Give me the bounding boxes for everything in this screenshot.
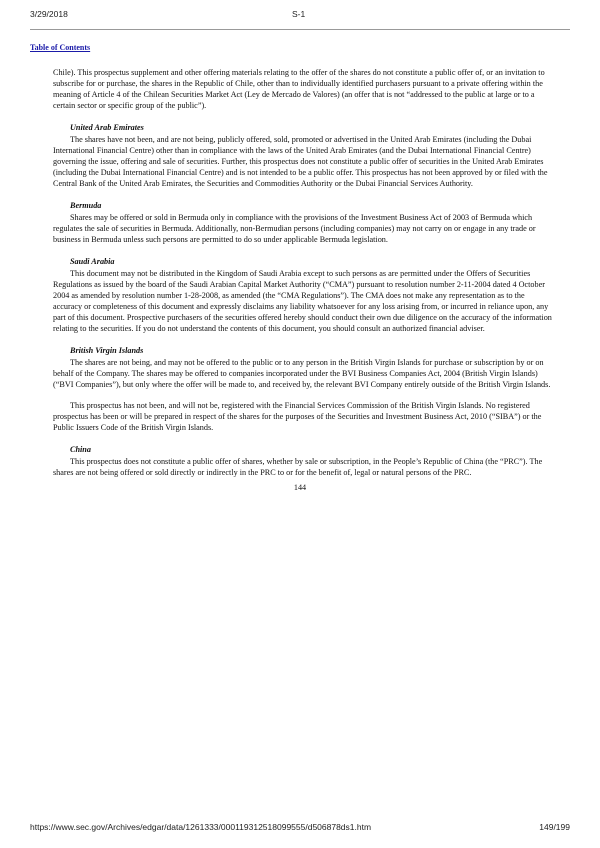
print-date: 3/29/2018 [30,9,68,19]
text-line: This prospectus has not been, and will not be, registered with the Financial Services Commission of the British Virgin Islands. No registered [70,401,530,410]
section-heading: Bermuda [70,201,102,210]
text-line: behalf of the Company. The shares may be offered to companies incorporated under the BVI Business Companies Act, 2004 (British Virgin Islands) [53,369,538,378]
text-line: certain sector or specific group of the public”). [53,101,207,110]
section [53,256,553,334]
text-line: This prospectus does not constitute a public offer of shares, whether by sale or subscription, in the People’s Republic of China (the “PRC”). The [70,457,543,466]
text-line: (including the Dubai International Financial Centre) and is not intended to be a public offer. This prospectus has not been approved by or filed with the [53,168,548,177]
section-heading: United Arab Emirates [70,123,144,132]
text-line: Public Issuers Code of the British Virgin Islands. [53,423,214,432]
page-number: 144 [293,483,307,492]
paragraph [53,67,553,111]
text-line: business in Bermuda unless such persons are permitted to do so under applicable Bermuda legislation. [53,235,388,244]
paragraph [53,357,553,390]
text-line: This document may not be distributed in the Kingdom of Saudi Arabia except to such persons as are permitted under the Offers of Securities [70,269,531,278]
section-heading: China [70,445,91,454]
section [53,444,553,478]
text-line: governing the issue, offering and sale of securities. Further, this prospectus does not constitute a public offer of securities in the United Arab Emirates [53,157,544,166]
section [53,67,553,111]
text-line: (“BVI Companies”), but only where the offer will be made to, and received by, the relevant BVI Company entirely outside of the British Virgin Islands. [53,380,551,389]
paragraph [53,268,553,334]
document-body [53,67,553,488]
document-title: S-1 [292,9,306,19]
text-line: shares are not being offered or sold directly or indirectly in the PRC to or for the benefit of, legal or natural persons of the PRC. [53,468,472,477]
text-line: prospectus has been or will be prepared in respect of the shares for the purposes of the Securities and Investment Business Act, 2010 (“SIBA”) or the [53,412,542,421]
section [53,122,553,189]
paragraph [53,456,553,478]
section [53,200,553,245]
footer-page-count: 149/199 [539,822,570,832]
text-line: The shares have not been, and are not being, publicly offered, sold, promoted or advertised in the United Arab Emirates (including the Dubai [70,135,532,144]
text-line: meaning of Article 4 of the Chilean Securities Market Act (Ley de Mercado de Valores) (an offer that is not “addressed to the public at large or to a [53,90,535,99]
footer-url: https://www.sec.gov/Archives/edgar/data/1261333/000119312518099555/d506878ds1.htm [30,822,372,832]
paragraph [53,212,553,245]
text-line: 2004 as amended by resolution number 1-28-2008, as amended (the “CMA Regulations”). The CMA does not make any representation as to the [53,291,525,300]
text-line: International Financial Centre) other than in compliance with the laws of the United Arab Emirates (and the Dubai International Financial Centre) [53,146,531,155]
text-line: The shares are not being, and may not be offered to the public or to any person in the British Virgin Islands for purchase or subscription by or on [70,358,544,367]
text-line: Regulations as issued by the board of the Saudi Arabian Capital Market Authority (“CMA”) pursuant to resolution number 2-11-2004 dated 4 October [53,280,545,289]
text-line: Chile). This prospectus supplement and other offering materials relating to the offer of the shares do not constitute a public offer of, or an invitation to [53,68,545,77]
section [53,345,553,433]
text-line: regulates the sale of securities in Bermuda. Additionally, non-Bermudian persons (including companies) may not carry on or engage in any trade or [53,224,536,233]
table-of-contents-link[interactable]: Table of Contents [30,43,91,52]
paragraph [53,134,553,189]
section-heading: Saudi Arabia [70,257,115,266]
header-divider [30,29,570,30]
paragraph [53,400,553,433]
text-line: Shares may be offered or sold in Bermuda only in compliance with the provisions of the Investment Business Act of 2003 of Bermuda which [70,213,533,222]
text-line: Central Bank of the United Arab Emirates, the Securities and Commodities Authority or the Dubai Financial Services Authority. [53,179,473,188]
text-line: subscribe for or purchase, the shares in the Republic of Chile, other than to individually identified purchasers pursuant to a private offering within the [53,79,543,88]
text-line: part of this document. Prospective purchasers of the securities offered hereby should conduct their own due diligence on the accuracy of the information [53,313,552,322]
text-line: relating to the securities. If you do not understand the contents of this document, you should consult an authorized financial adviser. [53,324,485,333]
text-line: accuracy or completeness of this document and expressly disclaims any liability whatsoever for any loss arising from, or incurred in reliance upon, any [53,302,549,311]
section-heading: British Virgin Islands [70,346,144,355]
